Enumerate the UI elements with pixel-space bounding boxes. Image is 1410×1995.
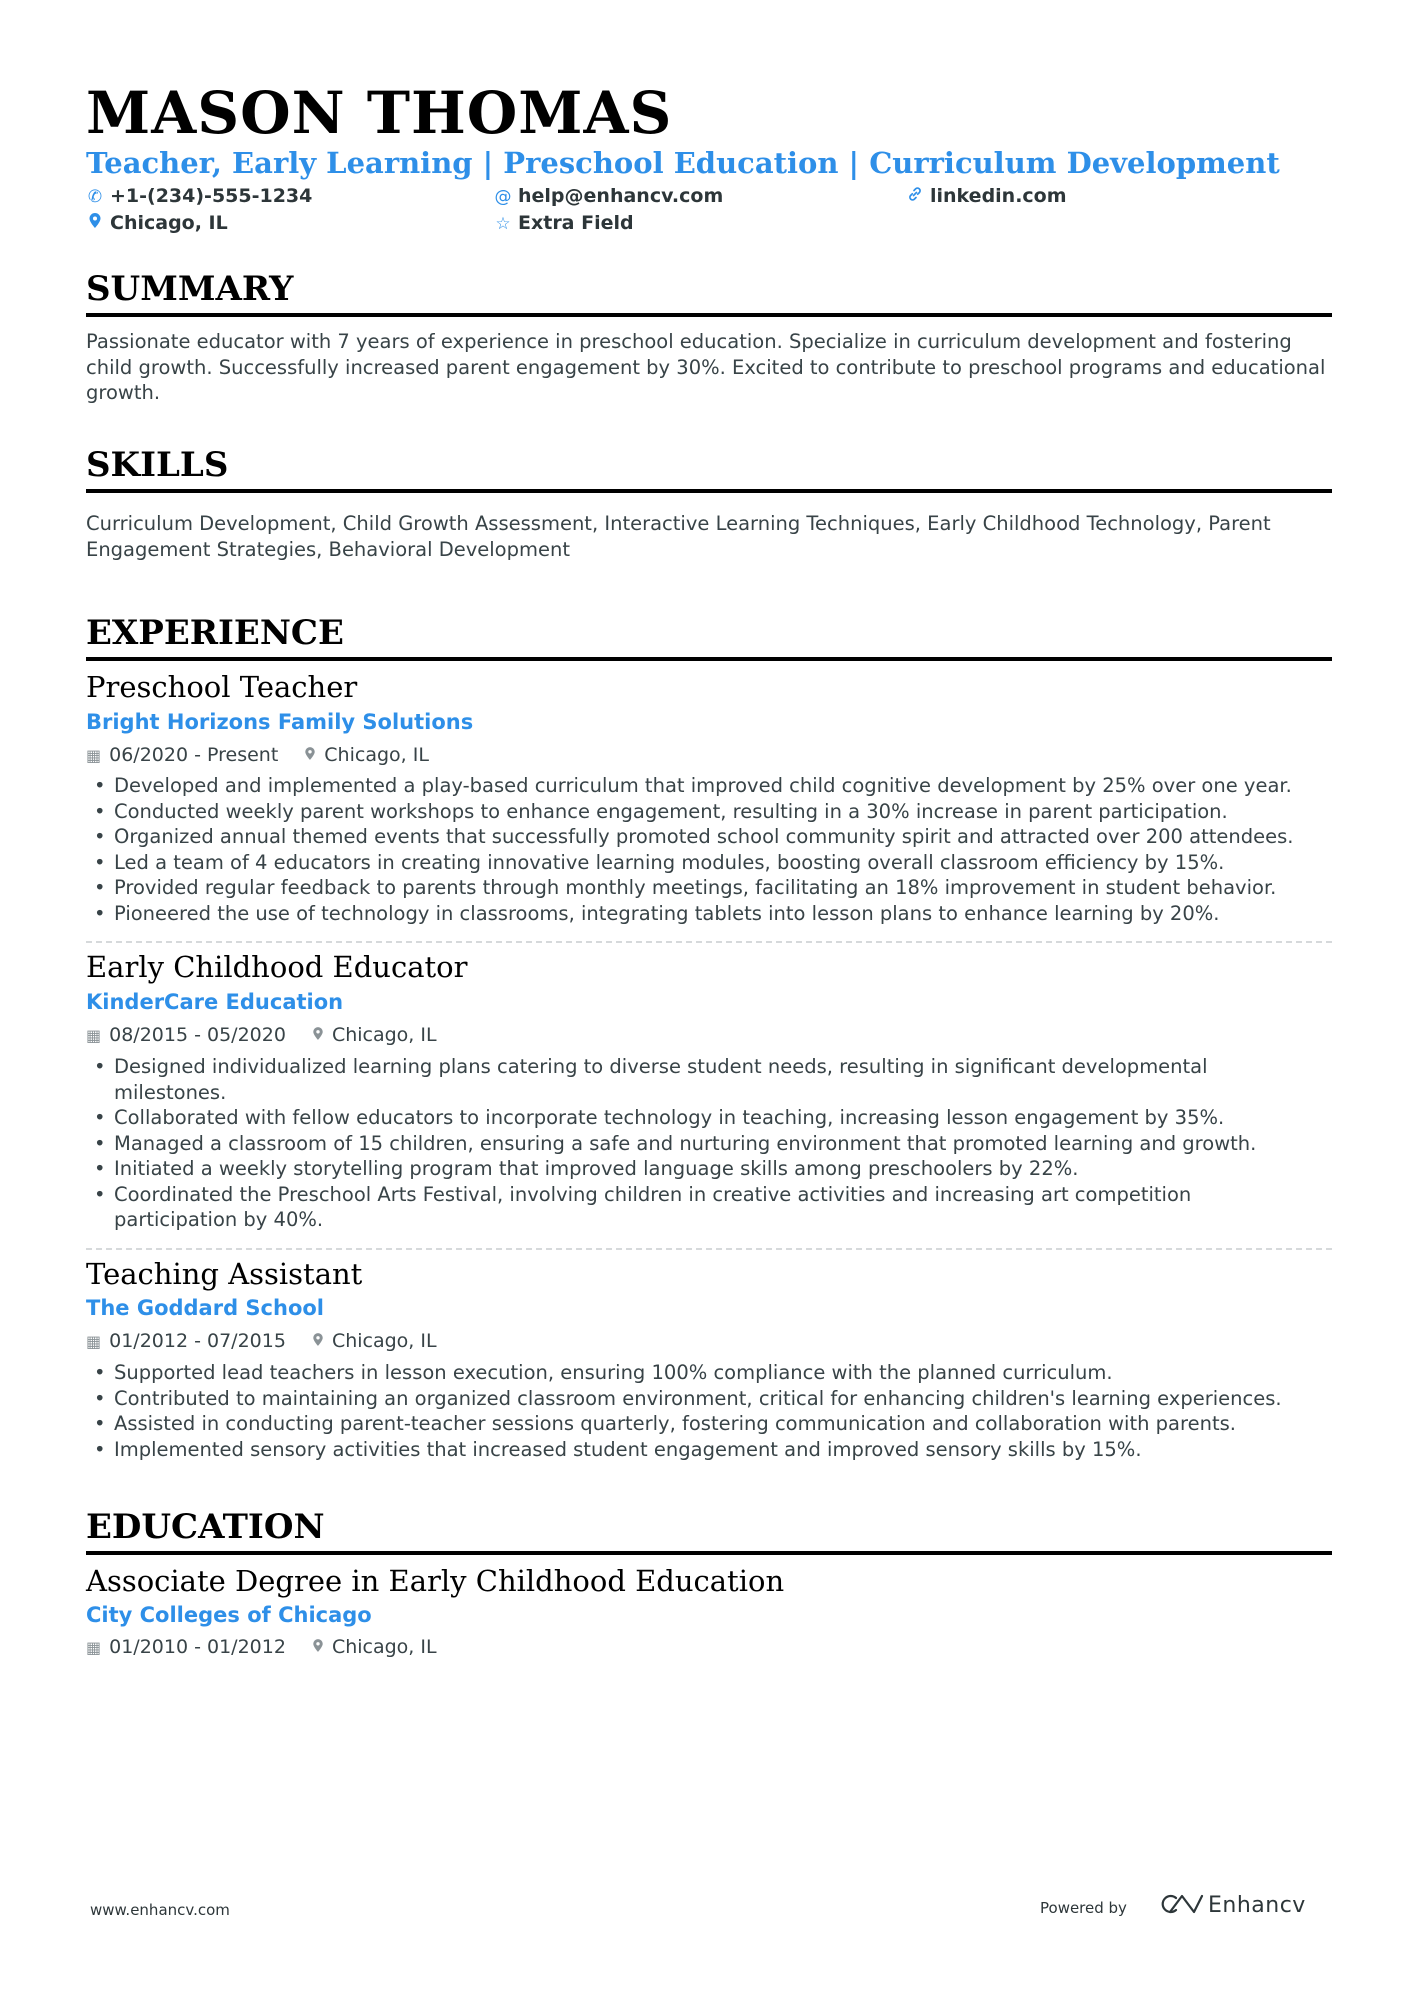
- list-item: • Implemented sensory activities that increased student engagement and improved sensory skills by 15%.: [86, 1437, 1332, 1463]
- candidate-name: MASON THOMAS: [86, 79, 673, 147]
- contact-phone[interactable]: ✆ +1-(234)-555-1234: [86, 183, 312, 210]
- location-pin-icon: [312, 1329, 324, 1355]
- summary-text: Passionate educator with 7 years of experience in preschool education. Specialize in curriculum development and fostering child growth. Successfully increased parent engagement by 30%. Excited to contribute to preschool programs and educational growth.: [86, 330, 1326, 404]
- job-dates: 06/2020 - Present: [109, 744, 279, 766]
- contact-email[interactable]: @ help@enhancv.com: [494, 183, 723, 210]
- footer-powered-by: Powered by: [1040, 1899, 1127, 1917]
- job-location: Chicago, IL: [324, 744, 429, 766]
- calendar-icon: ▦: [86, 1026, 102, 1045]
- education-dates: 01/2010 - 01/2012: [109, 1636, 286, 1658]
- degree-title: Associate Degree in Early Childhood Education: [86, 1564, 785, 1598]
- job-meta: [86, 1328, 437, 1355]
- link-icon: [906, 184, 924, 210]
- list-item: • Designed individualized learning plans catering to diverse student needs, resulting in significant developmental milestones.: [86, 1054, 1306, 1105]
- skills-text: Curriculum Development, Child Growth Assessment, Interactive Learning Techniques, Early Childhood Technology, Parent Engagement Strategies, Behavioral Development: [86, 512, 1271, 561]
- location-pin-icon: [86, 211, 104, 237]
- calendar-icon: ▦: [86, 1638, 102, 1657]
- job-divider: [86, 941, 1332, 943]
- job-location: Chicago, IL: [331, 1330, 437, 1352]
- list-item: • Managed a classroom of 15 children, ensuring a safe and nurturing environment that promoted learning and growth.: [86, 1131, 1306, 1157]
- list-item: • Pioneered the use of technology in classrooms, integrating tablets into lesson plans to enhance learning by 20%.: [86, 901, 1332, 927]
- at-icon: @: [494, 187, 512, 207]
- education-heading: EDUCATION: [86, 1505, 1332, 1555]
- company-name[interactable]: Bright Horizons Family Solutions: [86, 710, 474, 734]
- job-bullets: [86, 1360, 1332, 1462]
- skills-heading: SKILLS: [86, 443, 1332, 493]
- job-bullets: [86, 1054, 1306, 1233]
- job-title: Preschool Teacher: [86, 670, 358, 704]
- job-title: Teaching Assistant: [86, 1257, 363, 1291]
- list-item: • Developed and implemented a play-based curriculum that improved child cognitive development by 25% over one year.: [86, 773, 1332, 799]
- location-pin-icon: [312, 1023, 324, 1049]
- location-pin-icon: [304, 743, 316, 769]
- job-location: Chicago, IL: [331, 1024, 437, 1046]
- contact-linkedin[interactable]: linkedin.com: [906, 183, 1067, 210]
- job-divider: [86, 1248, 1332, 1250]
- list-item: • Supported lead teachers in lesson execution, ensuring 100% compliance with the planned curriculum.: [86, 1360, 1332, 1386]
- company-name[interactable]: KinderCare Education: [86, 990, 344, 1014]
- enhancv-logo-text: Enhancv: [1208, 1893, 1306, 1918]
- school-name[interactable]: City Colleges of Chicago: [86, 1603, 372, 1627]
- education-meta: [86, 1634, 437, 1661]
- calendar-icon: ▦: [86, 746, 102, 765]
- job-bullets: [86, 773, 1332, 926]
- list-item: • Led a team of 4 educators in creating innovative learning modules, boosting overall classroom efficiency by 15%.: [86, 850, 1332, 876]
- calendar-icon: ▦: [86, 1332, 102, 1351]
- job-title: Early Childhood Educator: [86, 950, 468, 984]
- summary-heading: SUMMARY: [86, 267, 1332, 317]
- experience-heading: EXPERIENCE: [86, 611, 1332, 661]
- enhancv-logo[interactable]: [1160, 1890, 1306, 1922]
- list-item: • Contributed to maintaining an organized classroom environment, critical for enhancing children's learning experiences.: [86, 1386, 1332, 1412]
- star-icon: ☆: [495, 214, 511, 234]
- contact-extra-field: ☆ Extra Field: [494, 210, 634, 237]
- list-item: • Coordinated the Preschool Arts Festival, involving children in creative activities and increasing art competition participation by 40%.: [86, 1182, 1306, 1233]
- list-item: • Initiated a weekly storytelling program that improved language skills among preschoolers by 22%.: [86, 1156, 1306, 1182]
- footer-website[interactable]: www.enhancv.com: [90, 1901, 230, 1919]
- candidate-headline: Teacher, Early Learning | Preschool Education | Curriculum Development: [86, 146, 1280, 180]
- location-pin-icon: [312, 1635, 324, 1661]
- list-item: • Assisted in conducting parent-teacher sessions quarterly, fostering communication and collaboration with parents.: [86, 1411, 1332, 1437]
- education-location: Chicago, IL: [331, 1636, 437, 1658]
- list-item: • Conducted weekly parent workshops to enhance engagement, resulting in a 30% increase in parent participation.: [86, 799, 1332, 825]
- job-meta: [86, 1022, 437, 1049]
- enhancv-logo-icon: [1160, 1903, 1204, 1922]
- job-dates: 08/2015 - 05/2020: [109, 1024, 286, 1046]
- list-item: • Collaborated with fellow educators to incorporate technology in teaching, increasing lesson engagement by 35%.: [86, 1105, 1306, 1131]
- company-name[interactable]: The Goddard School: [86, 1296, 325, 1320]
- phone-icon: ✆: [87, 187, 103, 207]
- list-item: • Organized annual themed events that successfully promoted school community spirit and attracted over 200 attendees.: [86, 824, 1332, 850]
- contact-location: Chicago, IL: [86, 210, 228, 237]
- list-item: • Provided regular feedback to parents through monthly meetings, facilitating an 18% improvement in student behavior.: [86, 875, 1332, 901]
- job-meta: [86, 742, 429, 769]
- job-dates: 01/2012 - 07/2015: [109, 1330, 286, 1352]
